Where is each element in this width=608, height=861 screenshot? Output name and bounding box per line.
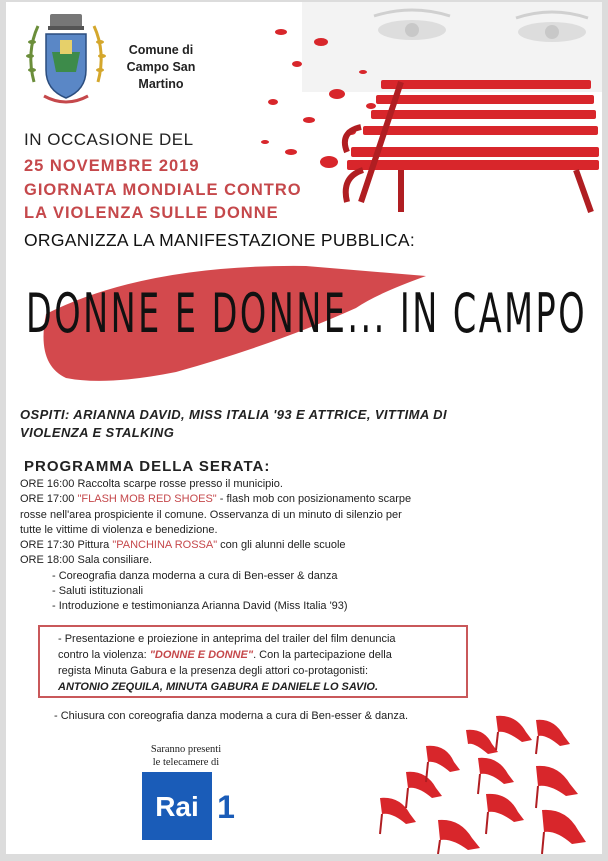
rai1-logo	[142, 772, 240, 840]
program-bullet: - Saluti istituzionali	[52, 585, 144, 598]
box-line2-text: contro la violenza:	[58, 649, 150, 661]
rai-logo-text: Rai	[155, 791, 199, 822]
program-item-1: ORE 16:00 Raccolta scarpe rosse presso il municipio.	[20, 478, 283, 490]
box-film-title: "DONNE E DONNE"	[149, 649, 254, 661]
tv-line2: le telecamere di	[152, 757, 220, 768]
program-item-4: ORE 18:00 Sala consiliare.	[20, 554, 153, 567]
red-shoes-image	[366, 710, 602, 854]
event-title: DONNE E DONNE... IN CAMPO	[26, 282, 588, 345]
day-title-line1: GIORNATA MONDIALE CONTRO	[24, 181, 302, 199]
program-item-2-highlight: "FLASH MOB RED SHOES"	[77, 493, 217, 506]
tv-line1: Saranno presenti	[150, 744, 222, 755]
box-line1: - Presentazione e proiezione in anteprima del trailer del film denuncia	[58, 633, 396, 645]
box-actors: ANTONIO ZEQUILA, MINUTA GABURA E DANIELE LO SAVIO.	[58, 681, 379, 693]
day-title-line2: LA VIOLENZA SULLE DONNE	[24, 204, 279, 222]
box-line2-rest: . Con la partecipazione della	[253, 649, 392, 661]
tv-presence-text	[140, 743, 232, 769]
occasion-text: IN OCCASIONE DEL	[24, 130, 194, 149]
comune-line1: Comune di	[128, 43, 194, 57]
program-bullet: - Coreografia danza moderna a cura di Ben-esser & danza	[52, 569, 338, 582]
box-line2	[58, 647, 458, 663]
program-bullet: - Introduzione e testimonianza Arianna David (Miss Italia '93)	[52, 600, 348, 613]
program-item-3	[20, 538, 480, 553]
poster	[6, 2, 602, 854]
red-bench-image	[251, 2, 602, 217]
program-item-2-text: - flash mob con posizionamento scarpe	[216, 493, 412, 506]
program-item-2-line2: rosse nell'area prospiciente il comune. Osservanza di un minuto di silenzio per	[20, 508, 402, 521]
municipal-crest-icon	[24, 12, 108, 112]
comune-line2: Campo San Martino	[126, 60, 196, 91]
organizes-text: ORGANIZZA LA MANIFESTAZIONE PUBBLICA:	[24, 230, 415, 250]
rai-logo-number: 1	[217, 789, 235, 825]
closing-text: - Chiusura con coreografia danza moderna a cura di Ben-esser & danza.	[54, 710, 409, 722]
comune-name	[106, 42, 216, 93]
guests-text: OSPITI: ARIANNA DAVID, MISS ITALIA '93 E ATTRICE, VITTIMA DI VIOLENZA E STALKING	[20, 407, 447, 440]
program-heading: PROGRAMMA DELLA SERATA:	[24, 458, 271, 475]
film-presentation-box	[38, 625, 468, 698]
program-list	[20, 477, 480, 615]
program-item-2-line3: tutte le vittime di violenza e benedizione.	[20, 523, 218, 536]
program-item-2	[20, 492, 480, 507]
program-item-3-highlight: "PANCHINA ROSSA"	[112, 539, 218, 552]
event-date: 25 NOVEMBRE 2019	[24, 157, 200, 175]
program-item-3-time: ORE 17:30 Pittura	[20, 539, 113, 552]
program-item-2-time: ORE 17:00	[20, 493, 78, 506]
program-item-3-text: con gli alunni delle scuole	[217, 539, 346, 552]
box-line3: regista Minuta Gabura e la presenza degli attori co-protagonisti:	[58, 665, 369, 677]
